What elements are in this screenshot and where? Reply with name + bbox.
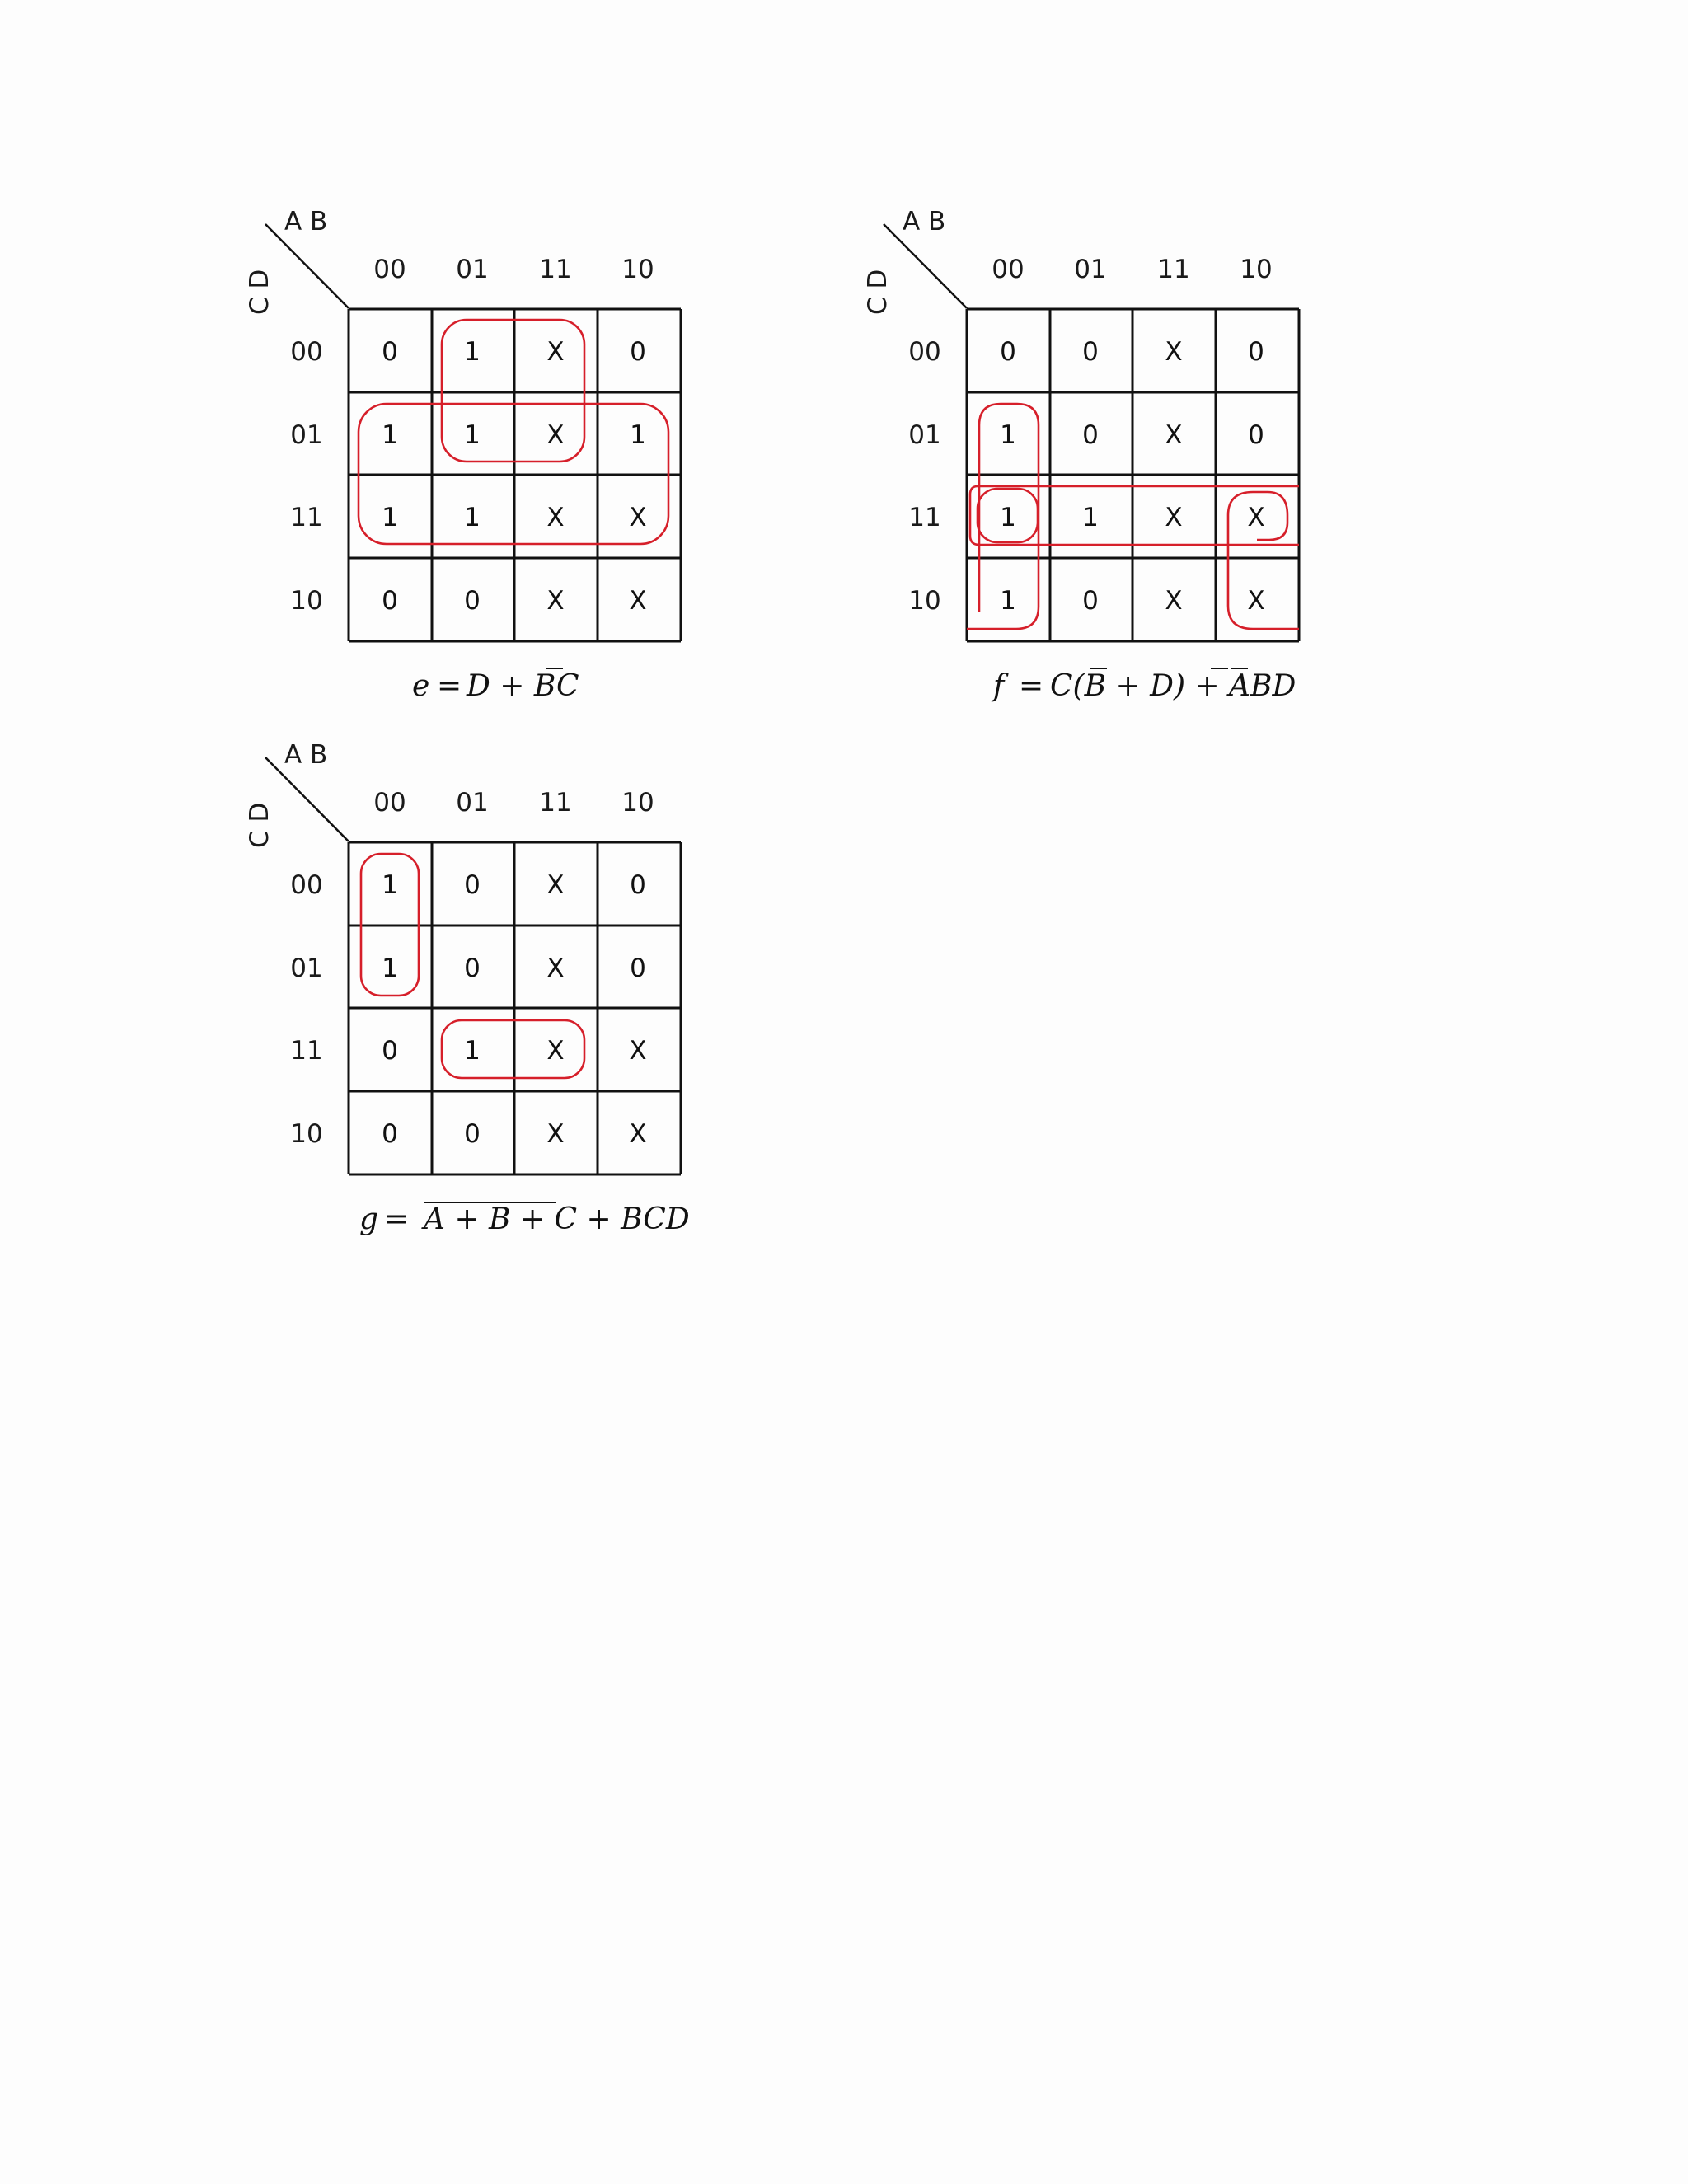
kmap-g-cell: 0 <box>464 1119 481 1149</box>
kmap-e-cell: X <box>629 503 647 532</box>
kmap-e-cell: 0 <box>464 586 481 616</box>
kmap-e-col-label: 11 <box>539 255 572 284</box>
kmap-e-col-label: 10 <box>621 255 654 284</box>
kmap-e <box>245 207 681 703</box>
kmap-e-row-label: 11 <box>290 503 323 532</box>
kmap-e-cell: 1 <box>464 503 481 532</box>
kmap-g-row-label: 10 <box>290 1119 323 1149</box>
kmap-f-row-label: 01 <box>908 420 941 450</box>
kmap-e-row-label: 01 <box>290 420 323 450</box>
kmap-f-expression-eq: = <box>1019 669 1044 703</box>
kmap-e-corner-diagonal <box>265 224 349 308</box>
kmap-f-cell: X <box>1165 420 1183 450</box>
kmap-g-expression <box>359 1202 690 1236</box>
kmap-f-cell: X <box>1247 503 1265 532</box>
kmap-f-row-label: 00 <box>908 337 941 367</box>
kmap-g-cell: X <box>629 1036 647 1066</box>
kmap-g-cell: X <box>629 1119 647 1149</box>
kmap-g-row-label: 00 <box>290 870 323 900</box>
kmap-g-cell: X <box>546 954 565 983</box>
kmap-g <box>245 740 690 1236</box>
kmap-f-cell: 1 <box>1000 503 1016 532</box>
kmap-g-col-label: 00 <box>373 788 406 818</box>
kmap-f-expression <box>991 668 1296 703</box>
kmap-g-cell: 0 <box>382 1036 398 1066</box>
kmap-g-row-label: 01 <box>290 954 323 983</box>
kmap-e-var-side: C D <box>245 269 274 315</box>
kmap-f-row-label: 10 <box>908 586 941 616</box>
kmap-f-expression-lhs: f <box>993 669 1005 703</box>
kmap-f-corner-diagonal <box>884 224 967 308</box>
kmap-e-expression <box>412 668 579 703</box>
kmap-e-expression-rhs: D + BC <box>467 669 579 703</box>
kmap-e-cell: X <box>546 420 565 450</box>
kmap-f-cell: X <box>1165 503 1183 532</box>
kmap-g-cell: 1 <box>382 954 398 983</box>
kmap-f-cell: 1 <box>1082 503 1099 532</box>
kmap-f-cell: 0 <box>1082 420 1099 450</box>
kmap-e-var-top: A B <box>284 207 328 237</box>
kmap-e-cell: X <box>546 337 565 367</box>
kmap-f-cell: 0 <box>1000 337 1016 367</box>
kmap-e-cell: 0 <box>382 337 398 367</box>
kmap-f-row-label: 11 <box>908 503 941 532</box>
kmap-f-cell: X <box>1165 586 1183 616</box>
kmap-f-cell: X <box>1247 586 1265 616</box>
kmap-f-col-label: 10 <box>1240 255 1273 284</box>
kmap-e-cell: 1 <box>382 420 398 450</box>
kmap-g-expression-lhs: g <box>359 1202 379 1236</box>
kmap-f-var-top: A B <box>903 207 946 237</box>
kmap-e-cell: X <box>546 586 565 616</box>
kmap-f-cell: 0 <box>1248 420 1264 450</box>
kmap-g-expression-rhs: A + B + C + BCD <box>424 1202 690 1236</box>
kmap-e-cell: 1 <box>382 503 398 532</box>
kmap-g-cell: 1 <box>464 1036 481 1066</box>
kmap-f-expression-rhs: C(B + D) + ABD <box>1050 669 1296 703</box>
kmap-e-row-label: 00 <box>290 337 323 367</box>
kmap-f-cell: 0 <box>1082 586 1099 616</box>
kmap-f-col-label: 00 <box>992 255 1025 284</box>
kmap-e-col-label: 01 <box>456 255 489 284</box>
kmap-e-row-label: 10 <box>290 586 323 616</box>
kmap-g-cell: X <box>546 1036 565 1066</box>
kmap-g-var-top: A B <box>284 740 328 770</box>
kmap-e-col-label: 00 <box>373 255 406 284</box>
kmap-g-corner-diagonal <box>265 757 349 841</box>
kmap-f-cell: 1 <box>1000 586 1016 616</box>
kmap-g-cell: X <box>546 870 565 900</box>
kmap-f-cell: 0 <box>1082 337 1099 367</box>
kmap-g-expression-eq: = <box>384 1202 410 1236</box>
kmap-g-var-side: C D <box>245 802 274 848</box>
kmap-e-cell: 1 <box>464 337 481 367</box>
kmap-f-cell: 0 <box>1248 337 1264 367</box>
kmap-f-cell: X <box>1165 337 1183 367</box>
kmap-g-cell: X <box>546 1119 565 1149</box>
kmap-g-col-label: 10 <box>621 788 654 818</box>
kmap-e-cell: 0 <box>630 337 646 367</box>
kmap-g-col-label: 11 <box>539 788 572 818</box>
kmap-g-cell: 0 <box>630 954 646 983</box>
kmap-f <box>863 207 1299 703</box>
kmap-e-cell: 1 <box>464 420 481 450</box>
kmap-g-col-label: 01 <box>456 788 489 818</box>
kmap-e-cell: 0 <box>382 586 398 616</box>
kmap-e-cell: 1 <box>630 420 646 450</box>
kmap-g-cell: 1 <box>382 870 398 900</box>
kmap-e-cell: X <box>546 503 565 532</box>
kmap-f-col-label: 11 <box>1157 255 1190 284</box>
kmap-g-row-label: 11 <box>290 1036 323 1066</box>
kmap-e-expression-lhs: e <box>412 669 430 703</box>
kmap-f-col-label: 01 <box>1074 255 1107 284</box>
kmap-g-cell: 0 <box>630 870 646 900</box>
kmap-g-cell: 0 <box>464 870 481 900</box>
kmap-e-expression-eq: = <box>437 669 462 703</box>
kmap-g-cell: 0 <box>464 954 481 983</box>
kmap-e-cell: X <box>629 586 647 616</box>
kmap-g-cell: 0 <box>382 1119 398 1149</box>
kmap-f-var-side: C D <box>863 269 893 315</box>
kmap-f-cell: 1 <box>1000 420 1016 450</box>
